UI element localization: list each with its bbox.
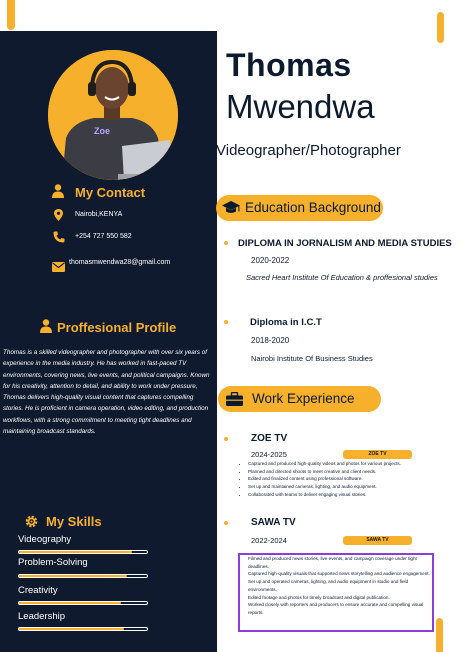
last-name: Mwendwa: [226, 88, 375, 125]
skill-bar-fill: [19, 602, 121, 604]
education-title: Diploma in I.C.T: [250, 317, 322, 328]
profile-heading: Proffesional Profile: [57, 320, 177, 335]
job-title: ZOE TV: [251, 433, 288, 444]
phone-icon: [53, 230, 65, 248]
job-dates: 2024-2025: [251, 450, 287, 459]
selection-highlight: [238, 553, 434, 632]
duty-item: • Captured and produced high-quality videos and photos for various projects.: [248, 460, 435, 468]
contact-phone: +254 727 550 582: [75, 233, 132, 240]
bullet-dot: [224, 437, 228, 441]
accent-bar-top-left: [7, 0, 15, 30]
skill-bar: [18, 601, 148, 605]
job-tag: SAWA TV: [343, 536, 412, 545]
location-pin-icon: [54, 208, 63, 226]
education-institution: Nairobi Institute Of Business Studies: [251, 354, 373, 363]
education-dates: 2018-2020: [251, 336, 290, 345]
education-dates: 2020-2022: [251, 256, 290, 265]
first-name: Thomas: [226, 47, 352, 83]
skill-label: Videography: [18, 534, 72, 545]
skill-bar: [18, 550, 148, 554]
bullet-dot: [224, 521, 228, 525]
profile-photo: [48, 50, 178, 180]
education-institution: Sacred Heart Institute Of Education & proffesional studies: [246, 273, 438, 282]
job-role: Videographer/Photographer: [216, 142, 401, 159]
duty-item: • Collaborated with teams to deliver engaging visual stories.: [248, 491, 435, 499]
accent-bar-top-right: [437, 12, 444, 43]
skill-bar-fill: [19, 575, 127, 577]
skills-heading: My Skills: [46, 514, 102, 529]
duty-item: • Worked closely with reporters and producers to ensure accurate and compelling visual reports.: [248, 601, 435, 616]
skill-label: Problem-Solving: [18, 557, 88, 568]
profile-text: Thomas is a skilled videographer and photographer with over six years of experience in the media industry. He has worked in fast-paced TV environments, covering news, live events, and political campaigns. Known for his creativity, attention to detail, and ability to work under pressure, Thomas delivers high-quality visual content that captures compelling stories. He is proficient in camera operation, video editing, and production workflows, with a strong commitment to meeting tight deadlines and maintaining broadcast standards.: [3, 349, 210, 436]
duty-item: • Set up and maintained cameras, lighting, and audio equipment.: [248, 483, 435, 491]
education-title: DIPLOMA IN JORNALISM AND MEDIA STUDIES: [238, 238, 452, 249]
email-icon: [52, 259, 65, 277]
duty-item: • Set up and operated cameras, lighting, and audio equipment in studio and field environments.: [248, 578, 435, 593]
duty-item: • Planned and directed shoots to meet creative and client needs.: [248, 468, 435, 476]
work-heading: Work Experience: [252, 391, 355, 406]
user-icon: [40, 319, 52, 338]
person-illustration-icon: [48, 50, 178, 180]
briefcase-icon: [226, 392, 243, 411]
skill-label: Leadership: [18, 611, 66, 622]
education-heading: Education Background: [245, 200, 381, 215]
user-icon: [52, 184, 64, 203]
skill-bar: [18, 627, 148, 631]
job-duties: [239, 460, 435, 499]
duty-item: • Filmed and produced news stories, live events, and campaign coverage under tight deadlines.: [248, 555, 435, 570]
gear-icon: [24, 514, 39, 534]
bullet-dot: [224, 241, 228, 245]
duty-item: • Edited footage and photos for timely broadcast and digital publication.: [248, 594, 435, 602]
job-title: SAWA TV: [251, 517, 296, 528]
skill-bar: [18, 574, 148, 578]
contact-email: thomasmwendwa28@gmail.com: [69, 259, 171, 266]
contact-heading: My Contact: [75, 185, 146, 200]
duty-item: • Captured high-quality visuals that supported news storytelling and audience engagement.: [248, 570, 435, 578]
graduation-cap-icon: [222, 201, 240, 220]
skill-bar-fill: [19, 628, 124, 630]
accent-bar-bottom-right: [436, 618, 443, 652]
job-dates: 2022-2024: [251, 536, 287, 545]
job-tag: ZOE TV: [343, 450, 412, 459]
duty-item: • Edited and finalized content using professional software.: [248, 475, 435, 483]
contact-location: Nairobi,KENYA: [75, 211, 123, 218]
bullet-dot: [224, 320, 228, 324]
skill-label: Creativity: [18, 585, 58, 596]
skill-bar-fill: [19, 551, 132, 553]
svg-text:Zoe: Zoe: [94, 126, 111, 136]
